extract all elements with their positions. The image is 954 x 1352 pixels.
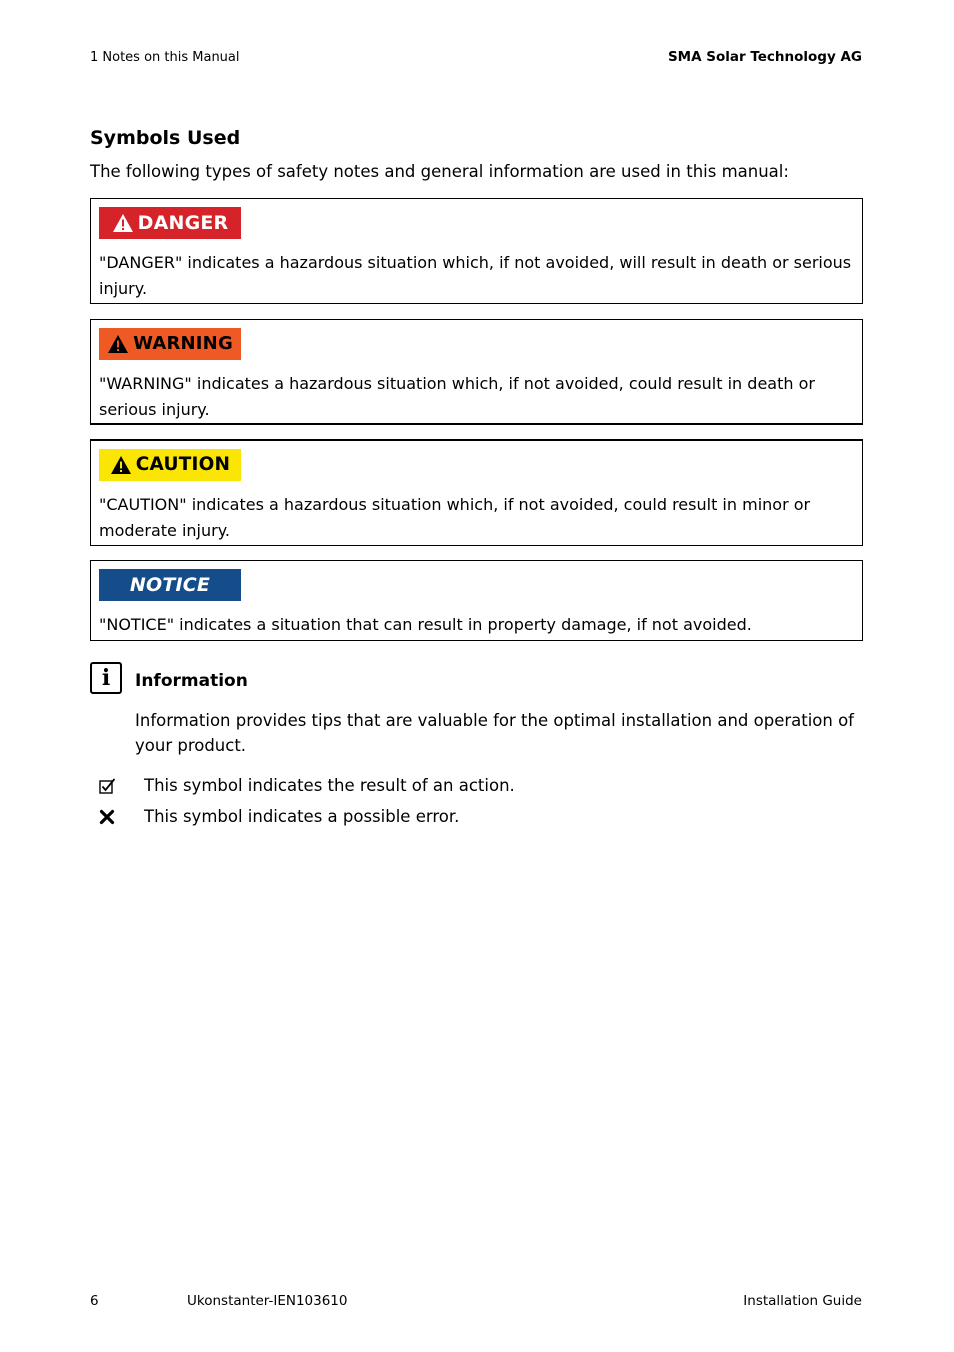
- caution-badge: [99, 449, 241, 481]
- danger-badge: [99, 207, 241, 239]
- caution-description: "CAUTION" indicates a hazardous situation which, if not avoided, could result in minor or moderate injury.: [99, 495, 811, 540]
- caution-label: CAUTION: [135, 454, 231, 475]
- symbol-error-text: This symbol indicates a possible error.: [144, 807, 460, 826]
- warning-label: WARNING: [133, 333, 233, 354]
- section-title: Symbols Used: [90, 127, 241, 149]
- notice-notice-box: [90, 560, 863, 641]
- cross-icon: [90, 809, 144, 825]
- caution-notice-box: [90, 439, 863, 546]
- symbol-row-result: [90, 775, 861, 797]
- warning-triangle-icon: [112, 213, 134, 233]
- warning-triangle-icon: [107, 334, 129, 354]
- danger-notice-box: [90, 198, 863, 304]
- checkbox-checked-icon: [90, 778, 144, 795]
- warning-description: "WARNING" indicates a hazardous situation which, if not avoided, could result in death or serious injury.: [99, 374, 815, 419]
- info-icon: i: [90, 662, 122, 694]
- notice-badge: [99, 569, 241, 601]
- header-company-name: SMA Solar Technology AG: [667, 49, 862, 65]
- information-title: Information: [135, 671, 248, 691]
- notice-description: "NOTICE" indicates a situation that can result in property damage, if not avoided.: [99, 615, 752, 634]
- footer-page-number: 6: [90, 1293, 99, 1309]
- notice-label: NOTICE: [129, 574, 211, 596]
- symbol-row-error: [90, 806, 861, 828]
- warning-triangle-icon: [110, 455, 132, 475]
- intro-paragraph: The following types of safety notes and general information are used in this manual:: [90, 162, 789, 181]
- warning-notice-box: [90, 319, 863, 425]
- information-body: Information provides tips that are valuable for the optimal installation and operation of your product.: [135, 711, 854, 755]
- footer-document-id: Ukonstanter-IEN103610: [187, 1293, 348, 1309]
- footer-document-type: Installation Guide: [743, 1293, 862, 1309]
- danger-label: DANGER: [137, 212, 229, 234]
- symbol-result-text: This symbol indicates the result of an action.: [144, 776, 515, 795]
- header-section-title: 1 Notes on this Manual: [90, 50, 240, 65]
- danger-description: "DANGER" indicates a hazardous situation which, if not avoided, will result in death or serious injury.: [99, 253, 852, 298]
- warning-badge: [99, 328, 241, 360]
